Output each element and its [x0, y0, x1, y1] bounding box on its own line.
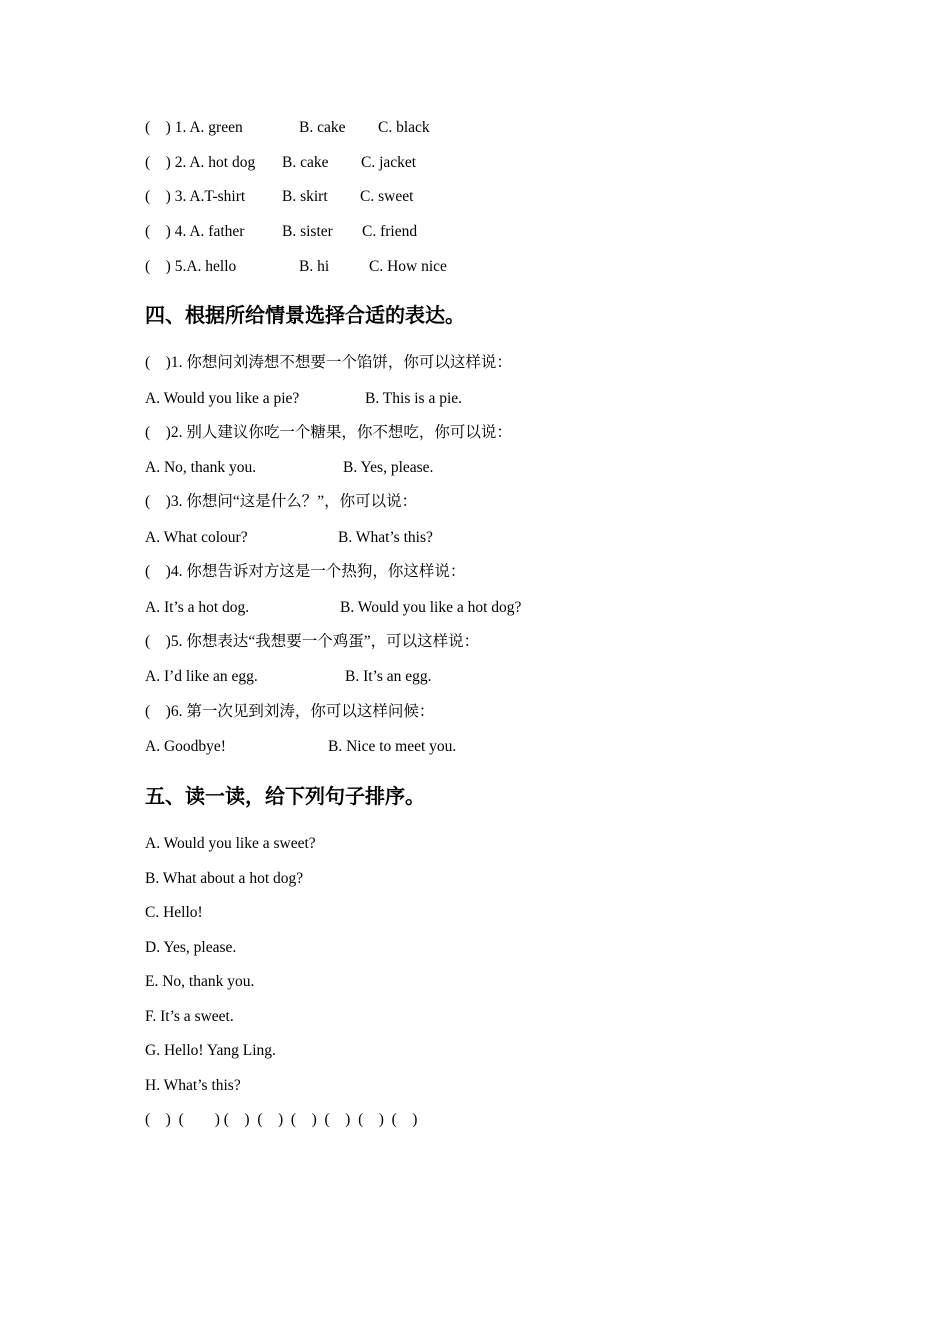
section4-question-1: ( )1. 你想问刘涛想不想要一个馅饼，你可以这样说： [145, 354, 512, 371]
item-4-option-a: ( ) 4. A. father [145, 223, 245, 240]
sentence-a: A. Would you like a sweet? [145, 835, 316, 852]
section4-heading: 四、根据所给情景选择合适的表达。 [145, 303, 465, 327]
sentence-b: B. What about a hot dog? [145, 870, 304, 887]
section4-question-2: ( )2. 别人建议你吃一个糖果，你不想吃，你可以说： [145, 424, 512, 441]
item-3-option-b: B. skirt [282, 188, 328, 205]
item-5-option-c: C. How nice [369, 258, 447, 275]
item-2-option-a: ( ) 2. A. hot dog [145, 154, 256, 171]
item-1-option-c: C. black [378, 119, 430, 136]
question-3-option-a: A. What colour? [145, 529, 248, 546]
question-1-option-a: A. Would you like a pie? [145, 390, 300, 407]
question-6-option-b: B. Nice to meet you. [328, 738, 457, 755]
item-2-option-c: C. jacket [361, 154, 417, 171]
item-2-option-b: B. cake [282, 154, 329, 171]
sentence-f: F. It’s a sweet. [145, 1008, 234, 1025]
question-4-option-a: A. It’s a hot dog. [145, 599, 250, 616]
question-1-option-b: B. This is a pie. [365, 390, 463, 407]
question-6-option-a: A. Goodbye! [145, 738, 226, 755]
question-4-option-b: B. Would you like a hot dog? [340, 599, 522, 616]
section4-question-3: ( )3. 你想问“这是什么？”，你可以说： [145, 493, 418, 510]
item-5-option-a: ( ) 5.A. hello [145, 258, 237, 275]
sentence-c: C. Hello! [145, 904, 203, 921]
item-3-option-a: ( ) 3. A.T-shirt [145, 188, 246, 205]
item-5-option-b: B. hi [299, 258, 330, 275]
item-4-option-c: C. friend [362, 223, 418, 240]
question-3-option-b: B. What’s this? [338, 529, 433, 546]
sentence-h: H. What’s this? [145, 1077, 241, 1094]
section5-heading: 五、读一读，给下列句子排序。 [145, 784, 425, 808]
question-5-option-a: A. I’d like an egg. [145, 668, 258, 685]
question-2-option-a: A. No, thank you. [145, 459, 257, 476]
item-4-option-b: B. sister [282, 223, 333, 240]
sentence-e: E. No, thank you. [145, 973, 255, 990]
order-answer-slots: ( ) ( ) ( ) ( ) ( ) ( ) ( ) ( ) [145, 1111, 418, 1128]
section4-question-4: ( )4. 你想告诉对方这是一个热狗，你这样说： [145, 563, 466, 580]
item-1-option-b: B. cake [299, 119, 346, 136]
item-1-option-a: ( ) 1. A. green [145, 119, 243, 136]
sentence-g: G. Hello! Yang Ling. [145, 1042, 276, 1059]
section4-question-6: ( )6. 第一次见到刘涛，你可以这样问候： [145, 703, 435, 720]
section4-question-5: ( )5. 你想表达“我想要一个鸡蛋”，可以这样说： [145, 633, 480, 650]
question-5-option-b: B. It’s an egg. [345, 668, 432, 685]
item-3-option-c: C. sweet [360, 188, 414, 205]
question-2-option-b: B. Yes, please. [343, 459, 434, 476]
sentence-d: D. Yes, please. [145, 939, 237, 956]
